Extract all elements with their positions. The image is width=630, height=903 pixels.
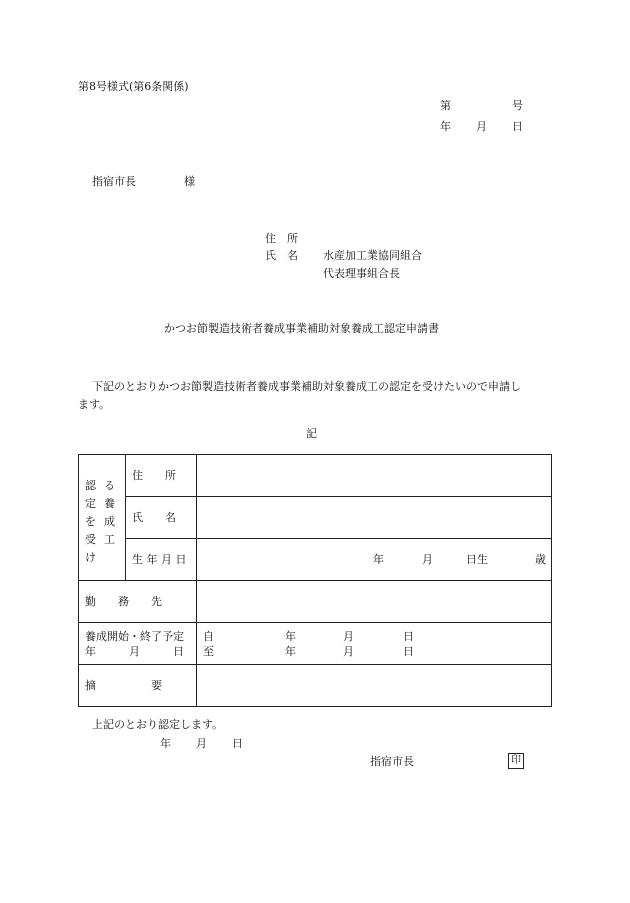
form-id: 第8号様式(第6条関係) [78, 80, 189, 93]
applicant-org-name: 水産加工業協同組合 [323, 249, 422, 262]
applicant-rep-title: 代表理事組合長 [323, 267, 400, 280]
date-day: 日 [512, 120, 523, 133]
period-from-month: 月 [343, 630, 354, 643]
vlabel-row-2: 定養 [85, 497, 123, 510]
trainee-vertical-label [79, 455, 126, 581]
period-label-line1: 養成開始・終了予定 [85, 630, 184, 643]
ki-heading: 記 [306, 427, 317, 440]
period-to: 至 [203, 645, 214, 658]
cert-year: 年 [160, 737, 171, 750]
period-to-month: 月 [343, 645, 354, 658]
period-field[interactable] [197, 623, 552, 665]
addressee-name: 指宿市長 [92, 175, 136, 188]
remarks-label: 摘 要 [85, 679, 162, 692]
body-text-line1: 下記のとおりかつお節製造技術者養成事業補助対象養成工の認定を受けたいので申請し [92, 380, 521, 393]
remarks-field[interactable] [197, 665, 552, 707]
period-from-year: 年 [285, 630, 296, 643]
vlabel-row-4: 受工 [85, 533, 123, 546]
dob-day-born: 日生 [466, 553, 488, 566]
vlabel-row-3: を成 [85, 515, 123, 528]
trainee-address-label: 住 所 [132, 469, 176, 482]
trainee-address-field[interactable] [197, 455, 552, 497]
addressee-honorific: 様 [184, 175, 195, 188]
period-from-day: 日 [403, 630, 414, 643]
trainee-dob-label: 生 年 月 日 [132, 553, 187, 566]
workplace-label: 勤 務 先 [85, 595, 162, 608]
period-to-day: 日 [403, 645, 414, 658]
cert-mayor: 指宿市長 [370, 755, 414, 768]
certification-text: 上記のとおり認定します。 [92, 718, 224, 731]
date-year: 年 [440, 120, 451, 133]
applicant-address-label: 住 所 [265, 232, 298, 245]
workplace-label-cell [79, 581, 197, 623]
applicant-name-label: 氏 名 [265, 249, 298, 262]
trainee-name-label: 氏 名 [132, 511, 176, 524]
cert-day: 日 [232, 737, 243, 750]
doc-number-suffix: 号 [512, 99, 523, 112]
dob-year: 年 [373, 553, 384, 566]
workplace-field[interactable] [197, 581, 552, 623]
trainee-name-field[interactable] [197, 497, 552, 539]
cert-month: 月 [196, 737, 207, 750]
period-from: 自 [203, 630, 214, 643]
application-form-table [78, 454, 552, 707]
period-label-cell [79, 623, 197, 665]
doc-number-prefix: 第 [440, 99, 451, 112]
trainee-dob-field[interactable] [197, 539, 552, 581]
vlabel-row-5: け [85, 551, 96, 564]
seal-box: 印 [508, 753, 524, 769]
trainee-name-label-cell [126, 497, 197, 539]
document-title: かつお節製造技術者養成事業補助対象養成工認定申請書 [164, 322, 439, 335]
body-text-line2: ます。 [78, 398, 111, 411]
trainee-dob-label-cell [126, 539, 197, 581]
period-to-year: 年 [285, 645, 296, 658]
vlabel-row-1: 認る [85, 479, 123, 492]
remarks-label-cell [79, 665, 197, 707]
period-label-line2: 年 月 日 [85, 645, 184, 658]
date-month: 月 [476, 120, 487, 133]
trainee-address-label-cell [126, 455, 197, 497]
dob-month: 月 [422, 553, 433, 566]
dob-age: 歳 [535, 553, 546, 566]
